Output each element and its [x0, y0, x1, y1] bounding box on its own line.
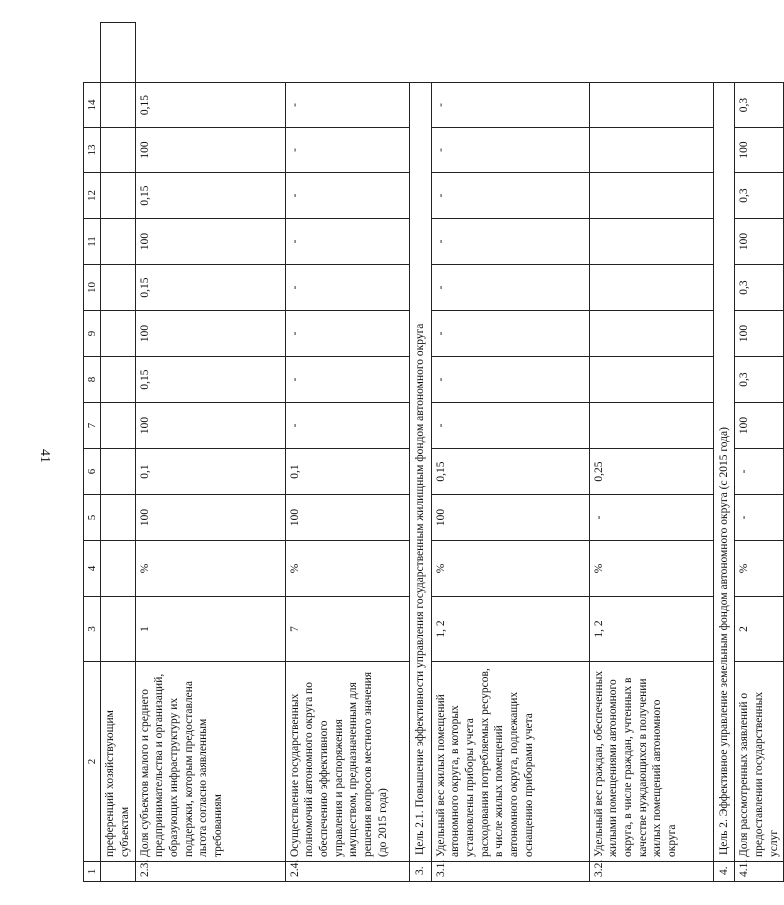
value-cell: -	[431, 403, 589, 449]
table-row	[285, 23, 409, 882]
value-cell	[589, 173, 713, 219]
column-header: 9	[84, 311, 101, 357]
value-cell	[101, 83, 135, 128]
value-cell: -	[735, 449, 784, 495]
value-cell: 0,3	[735, 265, 784, 311]
table-row	[135, 23, 285, 882]
value-cell	[101, 495, 135, 541]
goal-title: Цель 2. Эффективное управление земельным фондом автономного округа (с 2015 года)	[713, 83, 735, 862]
value-cell: -	[431, 357, 589, 403]
value-cell: 0,15	[431, 449, 589, 495]
value-cell: %	[135, 541, 285, 597]
value-cell: 100	[135, 311, 285, 357]
value-cell: 100	[285, 495, 409, 541]
value-cell: -	[431, 265, 589, 311]
value-cell: -	[285, 173, 409, 219]
row-number	[101, 862, 135, 882]
column-header: 11	[84, 219, 101, 265]
goal-row	[409, 23, 431, 882]
value-cell: 0,15	[135, 265, 285, 311]
value-cell: 100	[735, 219, 784, 265]
value-cell: -	[735, 495, 784, 541]
column-header: 3	[84, 597, 101, 662]
value-cell: 7	[285, 597, 409, 662]
value-cell	[101, 541, 135, 597]
table-row	[735, 23, 784, 882]
value-cell	[101, 23, 135, 83]
indicator-name: Удельный вес граждан, обеспеченных жилыми помещениями автономного округа, в числе граждан, учтенных в качестве нуждающихся в получении жилых помещений автономного округа	[589, 662, 713, 862]
column-header: 6	[84, 449, 101, 495]
value-cell: 2	[735, 597, 784, 662]
value-cell: 100	[135, 128, 285, 173]
value-cell	[101, 265, 135, 311]
row-number: 4.1.	[735, 862, 784, 882]
row-number: 3.2.	[589, 862, 713, 882]
value-cell: -	[431, 173, 589, 219]
value-cell: 0,3	[735, 173, 784, 219]
goal-title: Цель 2.1. Повышение эффективности управления государственным жилищным фондом автономного округа	[409, 83, 431, 862]
header-row	[84, 23, 101, 882]
value-cell: 1, 2	[431, 597, 589, 662]
value-cell	[101, 173, 135, 219]
value-cell: -	[285, 311, 409, 357]
value-cell: 100	[135, 219, 285, 265]
value-cell: 0,15	[135, 173, 285, 219]
value-cell	[101, 357, 135, 403]
value-cell: 100	[135, 495, 285, 541]
value-cell	[589, 128, 713, 173]
value-cell: -	[285, 83, 409, 128]
indicator-name: Доля субъектов малого и среднего предпринимательства и организаций, образующих инфраструктуру их поддержки, которым предоставлена льгота согласно заявленным требованиям	[135, 662, 285, 862]
value-cell: 100	[431, 495, 589, 541]
value-cell	[589, 311, 713, 357]
value-cell: -	[431, 83, 589, 128]
column-header: 13	[84, 128, 101, 173]
value-cell: -	[285, 357, 409, 403]
value-cell	[101, 449, 135, 495]
value-cell	[101, 597, 135, 662]
value-cell: 0,1	[135, 449, 285, 495]
value-cell: -	[431, 128, 589, 173]
value-cell: -	[285, 265, 409, 311]
value-cell: -	[285, 403, 409, 449]
column-header: 8	[84, 357, 101, 403]
value-cell: -	[285, 219, 409, 265]
value-cell	[101, 219, 135, 265]
row-number: 3.1.	[431, 862, 589, 882]
table-row	[101, 23, 135, 882]
value-cell: 0,25	[589, 449, 713, 495]
column-header: 10	[84, 265, 101, 311]
value-cell	[589, 219, 713, 265]
page-number: 41	[37, 449, 52, 463]
value-cell: 0,3	[735, 83, 784, 128]
value-cell: 100	[735, 128, 784, 173]
table-row	[589, 23, 713, 882]
value-cell	[101, 403, 135, 449]
column-header: 12	[84, 173, 101, 219]
value-cell	[589, 265, 713, 311]
column-header: 4	[84, 541, 101, 597]
value-cell	[589, 83, 713, 128]
value-cell: %	[735, 541, 784, 597]
value-cell: 0,3	[735, 357, 784, 403]
column-header: 7	[84, 403, 101, 449]
value-cell	[101, 128, 135, 173]
goal-row	[713, 23, 735, 882]
indicator-name: преференций хозяйствующим субъектам	[101, 662, 135, 862]
value-cell	[589, 403, 713, 449]
column-header: 5	[84, 495, 101, 541]
value-cell: 100	[735, 311, 784, 357]
value-cell: %	[589, 541, 713, 597]
value-cell: -	[431, 219, 589, 265]
column-header: 14	[84, 83, 101, 128]
column-header: 1	[84, 862, 101, 882]
value-cell: -	[431, 311, 589, 357]
indicator-name: Осуществление государственных полномочий автономного округа по обеспечению эффективного управления и распоряжения имуществом, предназначенным для решения вопросов местного значения (до 2015 года)	[285, 662, 409, 862]
indicators-table	[83, 22, 784, 882]
value-cell: 1	[135, 597, 285, 662]
value-cell: %	[285, 541, 409, 597]
column-header: 2	[84, 662, 101, 862]
indicator-name: Доля рассмотренных заявлений о предоставлении государственных услуг	[735, 662, 784, 862]
value-cell	[101, 311, 135, 357]
value-cell: 1, 2	[589, 597, 713, 662]
value-cell: 0,15	[135, 357, 285, 403]
value-cell: 100	[735, 403, 784, 449]
row-number: 3.	[409, 862, 431, 882]
row-number: 2.3.	[135, 862, 285, 882]
row-number: 2.4.	[285, 862, 409, 882]
value-cell: 100	[135, 403, 285, 449]
value-cell: -	[589, 495, 713, 541]
value-cell: %	[431, 541, 589, 597]
table-row	[431, 23, 589, 882]
indicator-name: Удельный вес жилых помещений автономного округа, в которых установлены приборы учета расходования потребляемых ресурсов, в числе жилых помещений автономного округа, подлежащих оснащению приборами учета	[431, 662, 589, 862]
value-cell	[589, 357, 713, 403]
row-number: 4.	[713, 862, 735, 882]
value-cell: 0,1	[285, 449, 409, 495]
value-cell: -	[285, 128, 409, 173]
value-cell: 0,15	[135, 83, 285, 128]
